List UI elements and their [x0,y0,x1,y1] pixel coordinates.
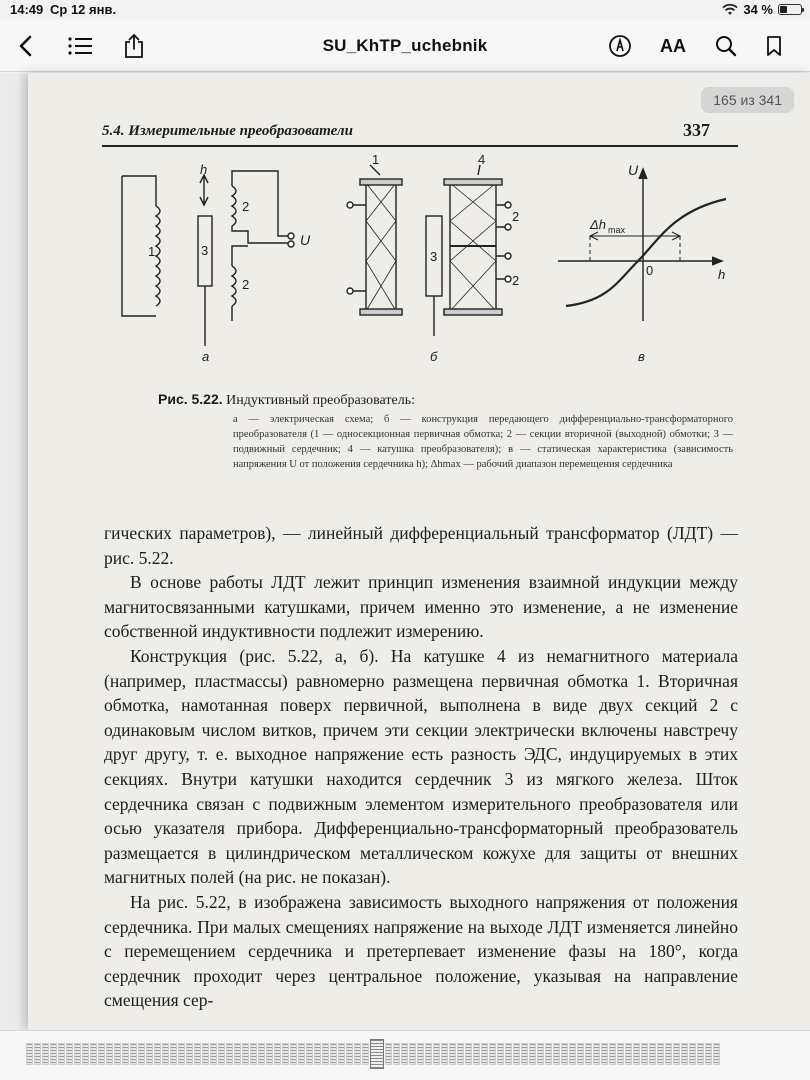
head-rule [102,145,738,147]
label-2-lower: 2 [242,277,250,292]
paragraph-1: гических параметров), — линейный дифференциальный трансформатор (ЛДТ) — рис. 5.22. [104,523,738,568]
thumbnail-page[interactable] [90,1043,97,1065]
thumbnail-page[interactable] [697,1043,704,1065]
thumbnail-page[interactable] [489,1043,496,1065]
status-time: 14:49 [10,2,44,17]
label-zero: 0 [646,263,654,278]
thumbnail-page[interactable] [417,1043,424,1065]
figure-caption-body: а — электрическая схема; б — конструкция передающего дифференциально-трансформаторного преобразователя (1 — односекционная первичная обмотка; 2 — секции вторичной (выходной) обмотки; 3 — подвижный сердечник; 4 — катушка преобразователя); в — статическая характеристика (зависимость напряжения U от положения сердечника h); Δhmax — рабочий диапазон перемещения сердечника [233,414,733,470]
document-title: SU_KhTP_uchebnik [322,36,488,55]
thumbnail-list[interactable] [26,1043,720,1069]
thumbnail-page[interactable] [338,1043,345,1065]
label-1: 1 [148,244,156,259]
label-v: в [638,349,645,364]
label-a: а [202,349,210,364]
thumbnail-page[interactable] [242,1043,249,1065]
paragraph-4: На рис. 5.22, в изображена зависимость выходного напряжения от положения сердечника. При малых смещениях напряжение на выходе ЛДТ изменяется линейно с перемещением сердечника и претерпевает изменение фазы на 180°, когда сердечник проходит через центральное положение, указывая на направление смещения сер- [104,891,738,1011]
thumbnail-page[interactable] [481,1043,488,1065]
label-3-b: 3 [430,249,438,264]
label-dh-sub: max [608,225,626,235]
label-2-b-upper: 2 [512,209,520,224]
thumbnail-page[interactable] [330,1043,337,1065]
thumbnail-page[interactable] [82,1043,89,1065]
thumbnail-page[interactable] [194,1043,201,1065]
thumbnail-page[interactable] [42,1043,49,1065]
thumbnail-page[interactable] [633,1043,640,1065]
battery-icon [778,4,802,15]
page-viewer[interactable] [0,73,810,1030]
thumbnail-page[interactable] [154,1043,161,1065]
thumbnail-page[interactable] [545,1043,552,1065]
thumbnail-page[interactable] [202,1043,209,1065]
thumbnail-page[interactable] [609,1043,616,1065]
text-size-button[interactable] [654,30,692,62]
thumbnail-page[interactable] [457,1043,464,1065]
thumbnail-page[interactable] [585,1043,592,1065]
bookmark-icon [766,35,782,57]
thumbnail-page[interactable] [521,1043,528,1065]
thumbnail-page[interactable] [529,1043,536,1065]
thumbnail-page[interactable] [665,1043,672,1065]
markup-pen-icon [608,34,632,58]
thumbnail-page[interactable] [673,1043,680,1065]
scheme-a-h-arrow [200,175,208,205]
thumbnail-page[interactable] [705,1043,712,1065]
label-1-b: 1 [372,152,380,167]
thumbnail-page[interactable] [433,1043,440,1065]
thumbnail-page[interactable] [449,1043,456,1065]
bookmark-button[interactable] [758,30,790,62]
thumbnail-page[interactable] [186,1043,193,1065]
thumbnail-page[interactable] [385,1043,392,1065]
label-u-c: U [628,162,639,178]
label-u-a: U [300,232,311,248]
paragraph-3: Конструкция (рис. 5.22, а, б). На катушке 4 из немагнитного материала (например, пластмассы) равномерно размещена первичная обмотка 1. Вторичная обмотка, намотанная поверх первичной, выполнена в виде двух секций 2 с одинаковым числом витков, причем эти секции электрически включены навстречу друг другу, т. е. выходное напряжение есть разность ЭДС, индуцируемых в этих секциях. Внутри катушки находится сердечник 3 из мягкого железа. Шток сердечника связан с подвижным элементом измерительного преобразователя или осью указателя прибора. Дифференциально-трансформаторный преобразователь размещается в цилиндрическом металлическом кожухе для защиты от внешних магнитных полей (на рис. не показан). [104,645,738,888]
figure-caption-title [158,391,415,409]
running-head: 5.4. Измерительные преобразователи [102,123,353,139]
status-right [722,2,802,17]
thumbnail-page[interactable] [513,1043,520,1065]
book-page [28,73,810,1030]
thumbnail-page[interactable] [577,1043,584,1065]
thumbnail-page[interactable] [258,1043,265,1065]
thumbnail-page[interactable] [362,1043,369,1065]
thumbnail-page[interactable] [497,1043,504,1065]
toolbar [0,20,810,72]
thumbnail-page[interactable] [617,1043,624,1065]
wifi-icon [722,4,738,16]
caption-number: Рис. 5.22. [158,391,223,407]
thumbnail-page[interactable] [50,1043,57,1065]
thumbnail-page[interactable] [641,1043,648,1065]
thumbnail-page[interactable] [553,1043,560,1065]
thumbnail-page[interactable] [114,1043,121,1065]
thumbnail-page[interactable] [425,1043,432,1065]
thumbnail-page[interactable] [58,1043,65,1065]
thumbnail-scrubber[interactable] [0,1030,810,1080]
label-2-b-lower: 2 [512,273,520,288]
thumbnail-page[interactable] [713,1043,720,1065]
thumbnail-page[interactable] [322,1043,329,1065]
thumbnail-page[interactable] [409,1043,416,1065]
thumbnail-page[interactable] [505,1043,512,1065]
label-4-b: 4 [478,152,486,167]
thumbnail-page[interactable] [146,1043,153,1065]
paragraph-2: В основе работы ЛДТ лежит принцип изменения взаимной индукции между магнитосвязанными катушками, причем именно это изменение, а не изменение собственной индуктивности подлежит измерению. [104,572,738,642]
battery-percent: 34 % [743,2,773,17]
thumbnail-page[interactable] [282,1043,289,1065]
thumbnail-page[interactable] [465,1043,472,1065]
thumbnail-page[interactable] [106,1043,113,1065]
thumbnail-page[interactable] [266,1043,273,1065]
thumbnail-page[interactable] [306,1043,313,1065]
markup-button[interactable] [604,30,636,62]
thumbnail-page[interactable] [561,1043,568,1065]
thumbnail-page[interactable] [401,1043,408,1065]
body-text [104,521,738,1013]
thumbnail-page[interactable] [601,1043,608,1065]
text-size-label: AA [660,35,686,56]
thumbnail-page[interactable] [98,1043,105,1065]
search-button[interactable] [710,30,742,62]
thumbnail-page[interactable] [274,1043,281,1065]
search-icon [715,35,737,57]
status-bar [0,0,810,20]
thumbnail-page[interactable] [122,1043,129,1065]
thumbnail-page[interactable] [298,1043,305,1065]
thumbnail-current-page[interactable] [370,1039,384,1069]
thumbnail-page[interactable] [473,1043,480,1065]
thumbnail-page[interactable] [210,1043,217,1065]
thumbnail-page[interactable] [649,1043,656,1065]
thumbnail-page[interactable] [290,1043,297,1065]
thumbnail-page[interactable] [234,1043,241,1065]
thumbnail-page[interactable] [66,1043,73,1065]
thumbnail-page[interactable] [593,1043,600,1065]
thumbnail-page[interactable] [74,1043,81,1065]
status-date: Ср 12 янв. [50,2,117,17]
label-3-a: 3 [201,243,209,258]
page-counter: 165 из 341 [701,87,794,113]
label-dh: Δh [590,217,606,232]
thumbnail-page[interactable] [689,1043,696,1065]
label-h-c: h [718,267,726,282]
thumbnail-page[interactable] [537,1043,544,1065]
thumbnail-page[interactable] [130,1043,137,1065]
thumbnail-page[interactable] [26,1043,33,1065]
label-h-a: h [200,162,208,177]
label-2-upper: 2 [242,199,250,214]
scheme-a-coil-2-upper [232,186,236,226]
thumbnail-page[interactable] [441,1043,448,1065]
thumbnail-page[interactable] [138,1043,145,1065]
scheme-a-coil-2-lower [232,266,236,306]
thumbnail-page[interactable] [178,1043,185,1065]
thumbnail-page[interactable] [314,1043,321,1065]
thumbnail-page[interactable] [346,1043,353,1065]
thumbnail-page[interactable] [569,1043,576,1065]
thumbnail-page[interactable] [170,1043,177,1065]
thumbnail-page[interactable] [162,1043,169,1065]
page-number: 337 [683,120,710,140]
thumbnail-page[interactable] [657,1043,664,1065]
thumbnail-page[interactable] [218,1043,225,1065]
caption-title-text: Индуктивный преобразователь: [222,393,415,408]
thumbnail-page[interactable] [681,1043,688,1065]
thumbnail-page[interactable] [226,1043,233,1065]
thumbnail-page[interactable] [34,1043,41,1065]
thumbnail-page[interactable] [354,1043,361,1065]
thumbnail-page[interactable] [393,1043,400,1065]
thumbnail-page[interactable] [625,1043,632,1065]
thumbnail-page[interactable] [250,1043,257,1065]
label-b: б [430,349,438,364]
scheme-a-coil-1 [156,206,160,306]
